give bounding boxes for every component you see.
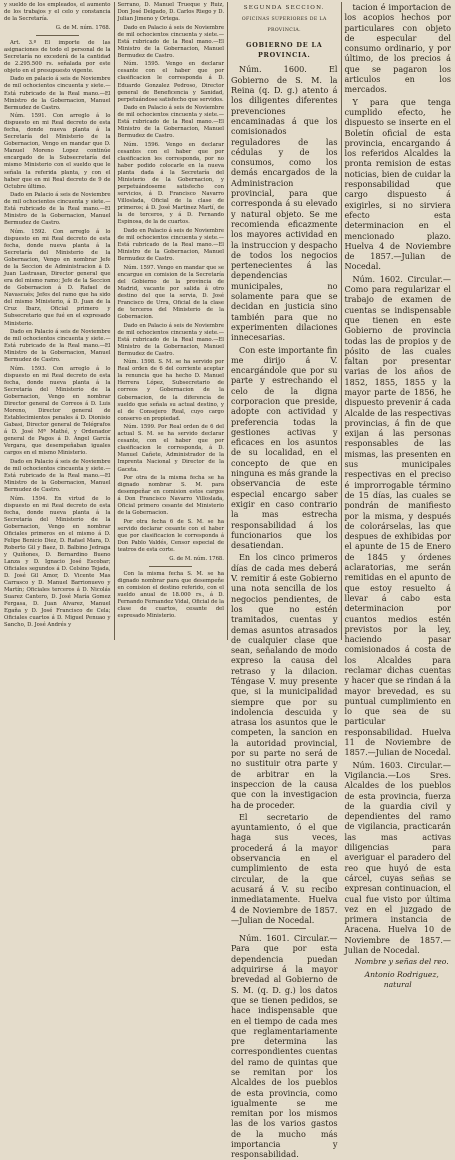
section-subheading: OFICINAS SUPERIORES DE LA PROVINCIA.: [241, 17, 327, 33]
paragraph: Con este importante fin me dirijo á V. encargándole que por su parte y estrechando el celo de la digna corporacion que preside, adopte con actividad y preferencia todas la gestiones activas y eficaces en los asuntos de su localidad, en el concepto de que en ninguna es más grande la observancia de este especial encargo saber exigir en caso contrario la mas estrecha responsabilidad á los funcionarios que los desatiendan.: [231, 344, 338, 551]
paragraph: Dado en Palacio á seis de Noviembre de mil ochocientos cincuenta y siete.—Está rubricado de la Real mano.—El Ministro de la Gobernacion, Manuel Bermudez de Castro.: [117, 227, 224, 263]
column-1: [4, 2, 111, 640]
paragraph: El secretario de ayuntamiento, ó el que haga sus veces, procederá á la mayor observancia en el cumplimiento de esta circular, de la que acusará á V. su recibo inmediatamente. Huelva 4 de Noviembre de 1857.—Julian de Nocedal.: [231, 811, 338, 925]
source-reference: G. de M. núm. 1768.: [169, 555, 224, 562]
closing-heading: Nombre y señas del reo.: [354, 957, 449, 967]
paragraph: Núm. 1593. Con arreglo á lo dispuesto en mi Real decreto de esta fecha, donde nueva planta á la Secretaría del Ministerio de la Gobernacion, Vengo en nombrar Director general de Correos á D. Luis Moreno, Director general de Establecimientos penales á D. Dionisio Gabasi, Director general de Telégrafos á D. José Mª Mathé, y Ordenador general de Pagos á D. Ángel García Vergara, que desempeñaban iguales cargos en el mismo Ministerio.: [4, 365, 111, 457]
paragraph: Y para que tenga cumplido efecto, he dispuesto se inserte en el Boletín oficial de esta provincia, encargando á los referidos Alcaldes la pronta remision de estas noticias, bien de cuidar la responsabilidad que cargo dispuesto á exigirles, si no sirviera efecto esta determinacion en el mencionado plazo. Huelva 4 de Noviembre de 1857.—Julian de Nocedal.: [344, 96, 451, 272]
paragraph: Dado en Palacio á seis de Noviembre de mil ochocientos cincuenta y siete.—Está rubricado de la Real mano.—El Ministro de la Gobernacion, Manuel Bermudez de Castro.: [117, 105, 224, 140]
paragraph: Núm. 1595. Vengo en declarar cesante con el haber que por clasificacion le corresponda á D. Eduardo Gonzalez Pedroso, Director general de Beneficencia y Sanidad, perpetuándose satisfecho que servidos.: [117, 61, 224, 103]
column-3: [227, 2, 338, 1160]
divider: [149, 566, 192, 567]
paragraph: Núm. 1594. En virtud de lo dispuesto en mi Real decreto de esta fecha, donde nueva planta á la Secretaría del Ministerio de la Gobernacion, Vengo en nombrar Oficiales primeros en el mismo á D. Felipe Benicio Diez, D. Rafael Mara, D. Roberto Gil y Baez, D. Balbino Jedraga y Quiñones, D. Bernardino Bueno Lanza y D. Ignacio José Escobar; Oficiales segundos á D. Celsino Tejada, D. José Gil Amor, D. Vicente Mas Carrasco y D. Manuel Barrionuevo y Martín; Oficiales terceros á D. Nicolás Suarez Cantero, D. José María Gomez Fergasa, D. Juan Alvarez, Manuel Egaña y D. José Francisco de Cela; Oficiales cuartos á D. Miguel Penuao y Sancho, D. José Andrés y: [4, 495, 111, 629]
paragraph: y sueldo de los empleados, el aumento de los trabajos y el celo y constancia de la Secretaría.: [4, 2, 111, 23]
divider: [263, 928, 306, 929]
paragraph: Núm. 1601. Circular.—Para que por esta dependencia puedan adquirirse á la mayor brevedad al Gobierno de S. M. (q. D. g.) los datos que se tienen pedidos, se hace indispensable que en el tiempo de cada mes que reglamentariamente pre determina las correspondientes cuentas del ramo de quintas que se remitan por los Alcaldes de los pueblos de esta provincia, como igualmente se me remitan por los mismos las de los varios gastos de la mucho más importancia y responsabilidad.: [231, 933, 338, 1160]
paragraph: Dado en Palacio á seis de Noviembre de mil ochocientos cincuenta y siete.—Está rubricado de la Real mano.—El Ministro de la Gobernacion, Manuel Bermudez de Castro.: [4, 329, 111, 364]
column-4: [341, 2, 452, 989]
source-reference: G. de M. núm. 1768.: [55, 24, 111, 31]
paragraph: Con la misma fecha S. M. se ha dignado nombrar para que desempeñe en comision el destino referido, con el sueldo anual de 18.000 rs., á D. Fernando Fernandez Vidal, Oficial de la clase de cuartos, cesante del espresado Ministerio.: [117, 570, 224, 619]
paragraph: Por otra fecha 6 de S. M. se ha servido declarar cesante con el haber que por clasificacion le corresponda á Don Pablo Valdés, Censor especial de teatros de esta corte.: [117, 518, 224, 554]
paragraph: tacion é importacion de los acopios hechos por particulares con objeto de especular del consumo ordinario, y por último, de los precios á que se pagaron los articulos en los mercados.: [344, 2, 451, 95]
paragraph: Dado en Palacio á seis de Noviembre de mil ochocientos cincuenta y siete.—Está rubricado de la Real mano.—El Ministro de la Gobernacion, Manuel Bermudez de Castro.: [117, 322, 224, 357]
government-title: GOBIERNO DE LA PROVINCIA.: [245, 40, 323, 60]
paragraph: Dado en Palacio á seis de Noviembre de mil ochocientos cincuenta y siete.—Está rubricado de la Real mano.—El Ministro de la Gobernacion, Manuel Bermudez de Castro.: [117, 24, 224, 59]
paragraph: Art. 3.º El importe de las asignaciones de todo el personal de la Secretaría no excederá de la cantidad de 2.295.500 rs. señalada por este objeto en el presupuesto vigente.: [4, 39, 111, 74]
paragraph: Núm. 1598. S. M. se ha servido por Real orden de 6 del corriente aceptar la renuncia que ha hecho D. Manuel Herrera López, Subsecretario de correos y Gobernacion de la Gobernacion, de la diferencia de sueldo que señala su actual destino, y el de Consejero Real, cuyo cargo conservo en propiedad.: [117, 359, 224, 422]
paragraph: Núm. 1596. Vengo en declarar cesantes con el haber que por clasificacion les corresponda, por no haber podido colocarle en la nueva planta dada á la Secretaría del Ministerio de la Gobernacion, y perpetuándoseme satisfecho con servicios, á D. Francisco Navarro Villoslada, Oficial de la clase de primeros; á D. José Martinez Martí, de la de terceros, y á D. Fernando Espinosa, de la de cuartos.: [117, 141, 224, 226]
section-heading: SEGUNDA SECCION.: [243, 5, 325, 11]
divider: [36, 35, 79, 36]
paragraph: Dado en Palacio á seis de Noviembre de mil ochocientos cincuenta y siete.—Está rubricado de la Real mano.—El Ministro de la Gobernacion, Manuel Bermudez de Castro.: [4, 192, 111, 227]
closing-name: Antonio Rodriguez, natural: [364, 969, 439, 989]
paragraph: Núm. 1600. El Gobierno de S. M. la Reina (q. D. g.) atento á los diligentes diferentes prevenciones encaminadas á que los comisionados reguladores de las cédulas y de los consumos, como los demás encargados de la Administracion provincial, para que corresponda á su elevado y natural objeto. Se me recomienda eficazmente los mayores actividad en la instruccion y despacho de todos los negocios pertenecientes á las dependencias municipales, no solamente para que se decidan en justicia sino también para que no experimenten dilaciones innecesarias.: [231, 64, 338, 343]
paragraph: Núm. 1603. Circular.—Vigilancia.—Los Sres. Alcaldes de los pueblos de esta provincia, fuerza de la guardia civil y dependientes del ramo de vigilancia, practicarán las mas activas diligencias para averiguar el paradero del reo que huyó de esta cárcel, cuyas señas se expresan continuacion, el cual fue visto por última vez en el juzgado de primera instancia de Aracena. Huelva 10 de Noviembre de 1857.—Julian de Nocedal.: [344, 759, 451, 956]
paragraph: Dado en palacio á seis de Noviembre de mil ochocientos cincuenta y siete.—Está rubricado de la Real mano.—El Ministro de la Gobernacion, Manuel Bermudez de Castro.: [4, 76, 111, 111]
paragraph: En los cinco primeros días de cada mes deberá V. remitir á este Gobierno una nota sencilla de los negocios pendientes, de los que no estén tramitados, cuentas y demas asuntos atrasados de cualquier clase que sean, señalando de modo expreso la causa del retraso y la dilacion. Téngase V. muy presente que, si la municipalidad siempre que por su indolencia descuida y atrasa los asuntos que le competen, la sancion en la autoridad provincial, por su parte no será de no sustituir otra parte y de arbitrar en la inspeccion de la causa que con la investigacion ha de proceder.: [231, 552, 338, 810]
paragraph: Núm. 1591. Con arreglo á lo dispuesto en mi Real decreto de esta fecha, donde nueva planta á la Secretaría del Ministerio de la Gobernacion, Vengo en mandar que D. Manuel Moreno Lopez continúe encargado de la Subsecretaría del mismo Ministerio con el sueldo que le señala la referida planta, y con el haber que en mi Real decreto de 9 de Octubre último.: [4, 113, 111, 190]
paragraph: Dado en Palacio á seis de Noviembre de mil ochocientos cincuenta y siete.—Está rubricado de la Real mano.—El Ministro de la Gobernacion, Manuel Bermudez de Castro.: [4, 458, 111, 494]
paragraph: Núm. 1599. Por Real orden de 6 del actual S. M. se ha servido declarar cesante, con el haber que por clasificacion le corresponda, á D. Manuel Cañete, Administrador de la Imprenta Nacional y Director de la Gaceta.: [117, 424, 224, 473]
column-2: [114, 2, 225, 640]
paragraph: Por otra de la misma fecha se ha dignado nombrar S. M. para desempeñar en comision estos cargos á Don Francisco Navarro Villoslada, Oficial primero cesante del Ministerio de la Gobernacion.: [117, 475, 224, 517]
paragraph: Núm. 1592. Con arreglo á lo dispuesto en mi Real decreto de esta fecha, donde nueva planta á la Secretaría del Ministerio de la Gobernacion, Vengo en nombrar Jefe de la Seccion de Administracion á D. Juan Lastrasan, Director general que era del mismo ramo; Jefe de la Seccion de Gobernacion á D. Rafael de Navascués; Jefes del ramo que ha sido del mismo Ministerio, á D. Juan de la Cruz Ibarz, Oficial primero y Subsecretario que fué en el expresado Ministerio.: [4, 228, 111, 327]
paragraph: Núm. 1597. Vengo en mandar que se encargue en comision de la Secretaría del Gobierno de la provincia de Madrid, vacante por salida á otro destino del que la servia, D. José Francisco de Urra, Oficial de la clase de terceros del Ministerio de la Gobernacion.: [117, 264, 224, 321]
paragraph: Serrano, D. Manuel Trueque y Ruiz, Don José Delgado, D. Carlos Riego y D. Julian Jimeno y Ortega.: [117, 2, 224, 23]
paragraph: Núm. 1602. Circular.—Como para regularizar el trabajo de examen de cuentas se indispensable que tienen en este Gobierno de provincia todas las de propios y de pósito de las cuales faltan por presentar varias de los años de 1852, 1855, 1855 y la mayor parte de 1856, he dispuesto prevenir á cada Alcalde de las respectivas provincias, á fin de que exijan á las personas responsables de las mismas, las presenten en sus municipales respectivas en el preciso é improrrogable término de 15 días, las cuales se pondrán de manifiesto por la misma, y después de colorárselas, las que despues de exhibidas por el apunte de 15 de Enero de 1845 y órdenes aclaratorias, me serán remitidas en el apunto de que estoy resuelto á llevar á cabo esta determinacion por cuantos medios estén previstos por la ley, haciendo pasar comisionados á costa de los Alcaldes para reclamar dichas cuentas y hacer que se rindan á la mayor brevedad, es su puntual cumplimiento en lo que sea de su particular responsabilidad. Huelva 11 de Noviembre de 1857.—Julian de Nocedal.: [344, 273, 451, 758]
